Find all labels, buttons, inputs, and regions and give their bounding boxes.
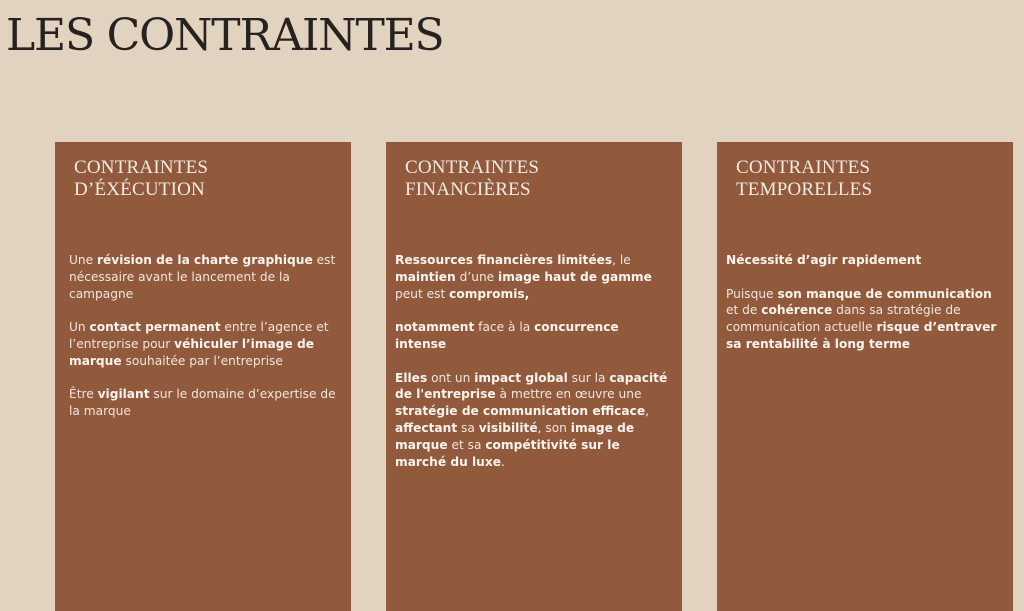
card-execution [55, 142, 351, 611]
card-heading-line1: CONTRAINTES [405, 157, 540, 178]
card-paragraph [726, 286, 999, 353]
card-paragraph [69, 386, 339, 420]
card-heading-line2: FINANCIÈRES [405, 179, 531, 200]
card-heading-line1: CONTRAINTES [736, 157, 871, 178]
emphasis-text: notamment [395, 320, 475, 335]
emphasis-text: Ressources financières limitées [395, 253, 613, 267]
emphasis-text: image haut de gamme [498, 269, 652, 284]
emphasis-text: compromis, [449, 286, 530, 301]
body-text: Une [69, 253, 98, 267]
body-text: . [500, 454, 505, 469]
body-text: sa [457, 420, 479, 435]
card-paragraph [395, 370, 668, 471]
emphasis-text: concurrence intense [395, 320, 619, 351]
body-text: , son [537, 420, 571, 435]
emphasis-text: impact global [474, 370, 568, 385]
card-heading-line2: TEMPORELLES [736, 179, 873, 200]
body-text: Être [69, 387, 98, 402]
card-heading-line1: CONTRAINTES [74, 157, 209, 178]
body-text: et sa [447, 437, 486, 452]
emphasis-text: véhiculer l’image de marque [69, 336, 314, 368]
emphasis-text: capacité de l'entreprise [395, 370, 668, 402]
body-text: sur la [567, 370, 610, 385]
emphasis-text: révision de la charte graphique [97, 253, 313, 267]
emphasis-text: son manque de communication [777, 286, 992, 301]
body-text: peut est [395, 286, 450, 301]
body-text: d’une [455, 269, 499, 284]
body-text: entre l’agence et l’entreprise pour [69, 320, 329, 351]
emphasis-text: Elles [395, 370, 428, 385]
body-text: et de [726, 303, 762, 318]
card-paragraph [69, 319, 339, 369]
card-paragraph [395, 252, 668, 302]
card-paragraph [395, 319, 668, 353]
card-heading-line2: D’ÉXÉCUTION [74, 179, 205, 200]
card-body [69, 252, 339, 437]
body-text: à mettre en œuvre une [495, 387, 642, 402]
body-text: Un [69, 320, 90, 335]
body-text: , [645, 404, 649, 419]
emphasis-text: compétitivité sur le marché du luxe [395, 437, 620, 469]
emphasis-text: vigilant [97, 387, 150, 402]
body-text: , le [612, 253, 631, 267]
emphasis-text: contact permanent [89, 320, 221, 335]
emphasis-text: visibilité [478, 420, 538, 435]
emphasis-text: risque d’entraver sa rentabilité à long terme [726, 320, 997, 351]
emphasis-text: image de marque [395, 420, 635, 452]
emphasis-text: stratégie de communication efficace [395, 404, 646, 419]
card-heading [736, 157, 872, 201]
card-heading [74, 157, 208, 201]
card-paragraph [69, 252, 339, 302]
body-text: ont un [427, 370, 475, 385]
body-text: face à la [474, 320, 535, 335]
card-body [726, 252, 999, 370]
body-text: dans sa stratégie de communication actuelle [726, 303, 961, 335]
body-text: est nécessaire avant le lancement de la campagne [69, 253, 336, 301]
card-financieres [386, 142, 682, 611]
emphasis-text: cohérence [761, 303, 833, 318]
emphasis-text: affectant [395, 420, 458, 435]
card-temporelles [717, 142, 1013, 611]
emphasis-text: maintien [395, 269, 456, 284]
card-body [395, 252, 668, 487]
card-paragraph [726, 252, 999, 269]
card-heading [405, 157, 539, 201]
body-text: souhaitée par l’entreprise [121, 353, 283, 368]
emphasis-text: Nécessité d’agir rapidement [726, 253, 922, 267]
page-title: LES CONTRAINTES [6, 10, 444, 61]
body-text: sur le domaine d’expertise de la marque [69, 387, 336, 419]
body-text: Puisque [726, 286, 778, 301]
